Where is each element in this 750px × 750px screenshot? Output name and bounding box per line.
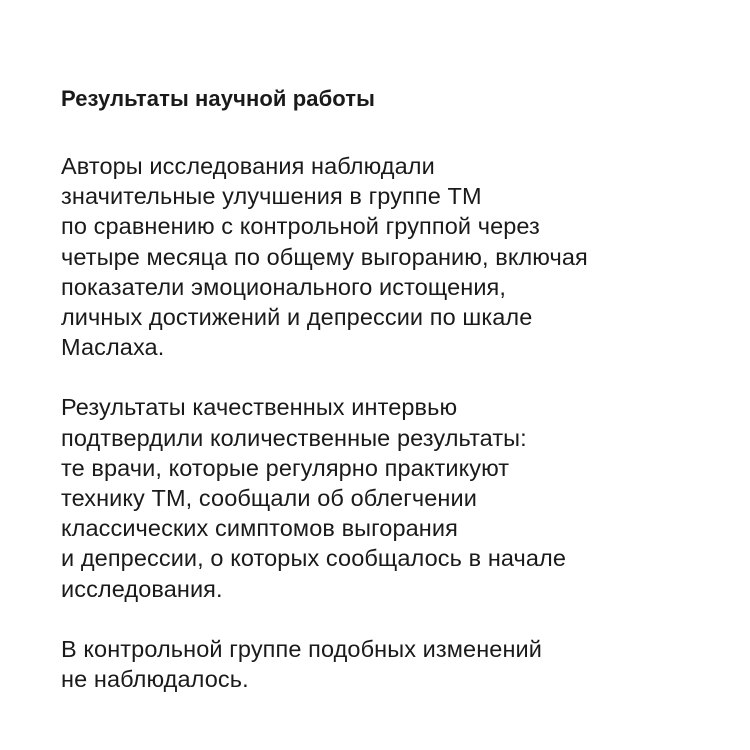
paragraph-findings (61, 151, 721, 362)
text-line: Результаты качественных интервью (61, 394, 458, 421)
text-line: В контрольной группе подобных изменений (61, 635, 542, 662)
text-line: Авторы исследования наблюдали (61, 153, 435, 179)
text-line: и депрессии, о которых сообщалось в начале (61, 545, 567, 572)
text-line: те врачи, которые регулярно практикуют (61, 454, 510, 481)
text-line: показатели эмоционального истощения, (61, 273, 507, 300)
text-line: классических симптомов выгорания (61, 515, 458, 542)
text-line: не наблюдалось. (61, 666, 249, 693)
text-line: четыре месяца по общему выгоранию, включая (61, 243, 588, 270)
article-body (61, 84, 721, 694)
page-title: Результаты научной работы (61, 86, 376, 111)
text-line: Маслаха. (61, 334, 165, 361)
text-line: исследования. (61, 575, 223, 602)
text-line: значительные улучшения в группе ТМ (61, 183, 482, 210)
paragraph-interviews (61, 392, 721, 603)
spacer (61, 114, 721, 151)
spacer (61, 604, 721, 634)
text-line: технику ТМ, сообщали об облегчении (61, 485, 477, 512)
text-line: по сравнению с контрольной группой через (61, 213, 540, 240)
text-line: личных достижений и депрессии по шкале (61, 304, 533, 331)
text-line: подтвердили количественные результаты: (61, 424, 527, 451)
paragraph-control-group (61, 634, 721, 694)
spacer (61, 362, 721, 392)
